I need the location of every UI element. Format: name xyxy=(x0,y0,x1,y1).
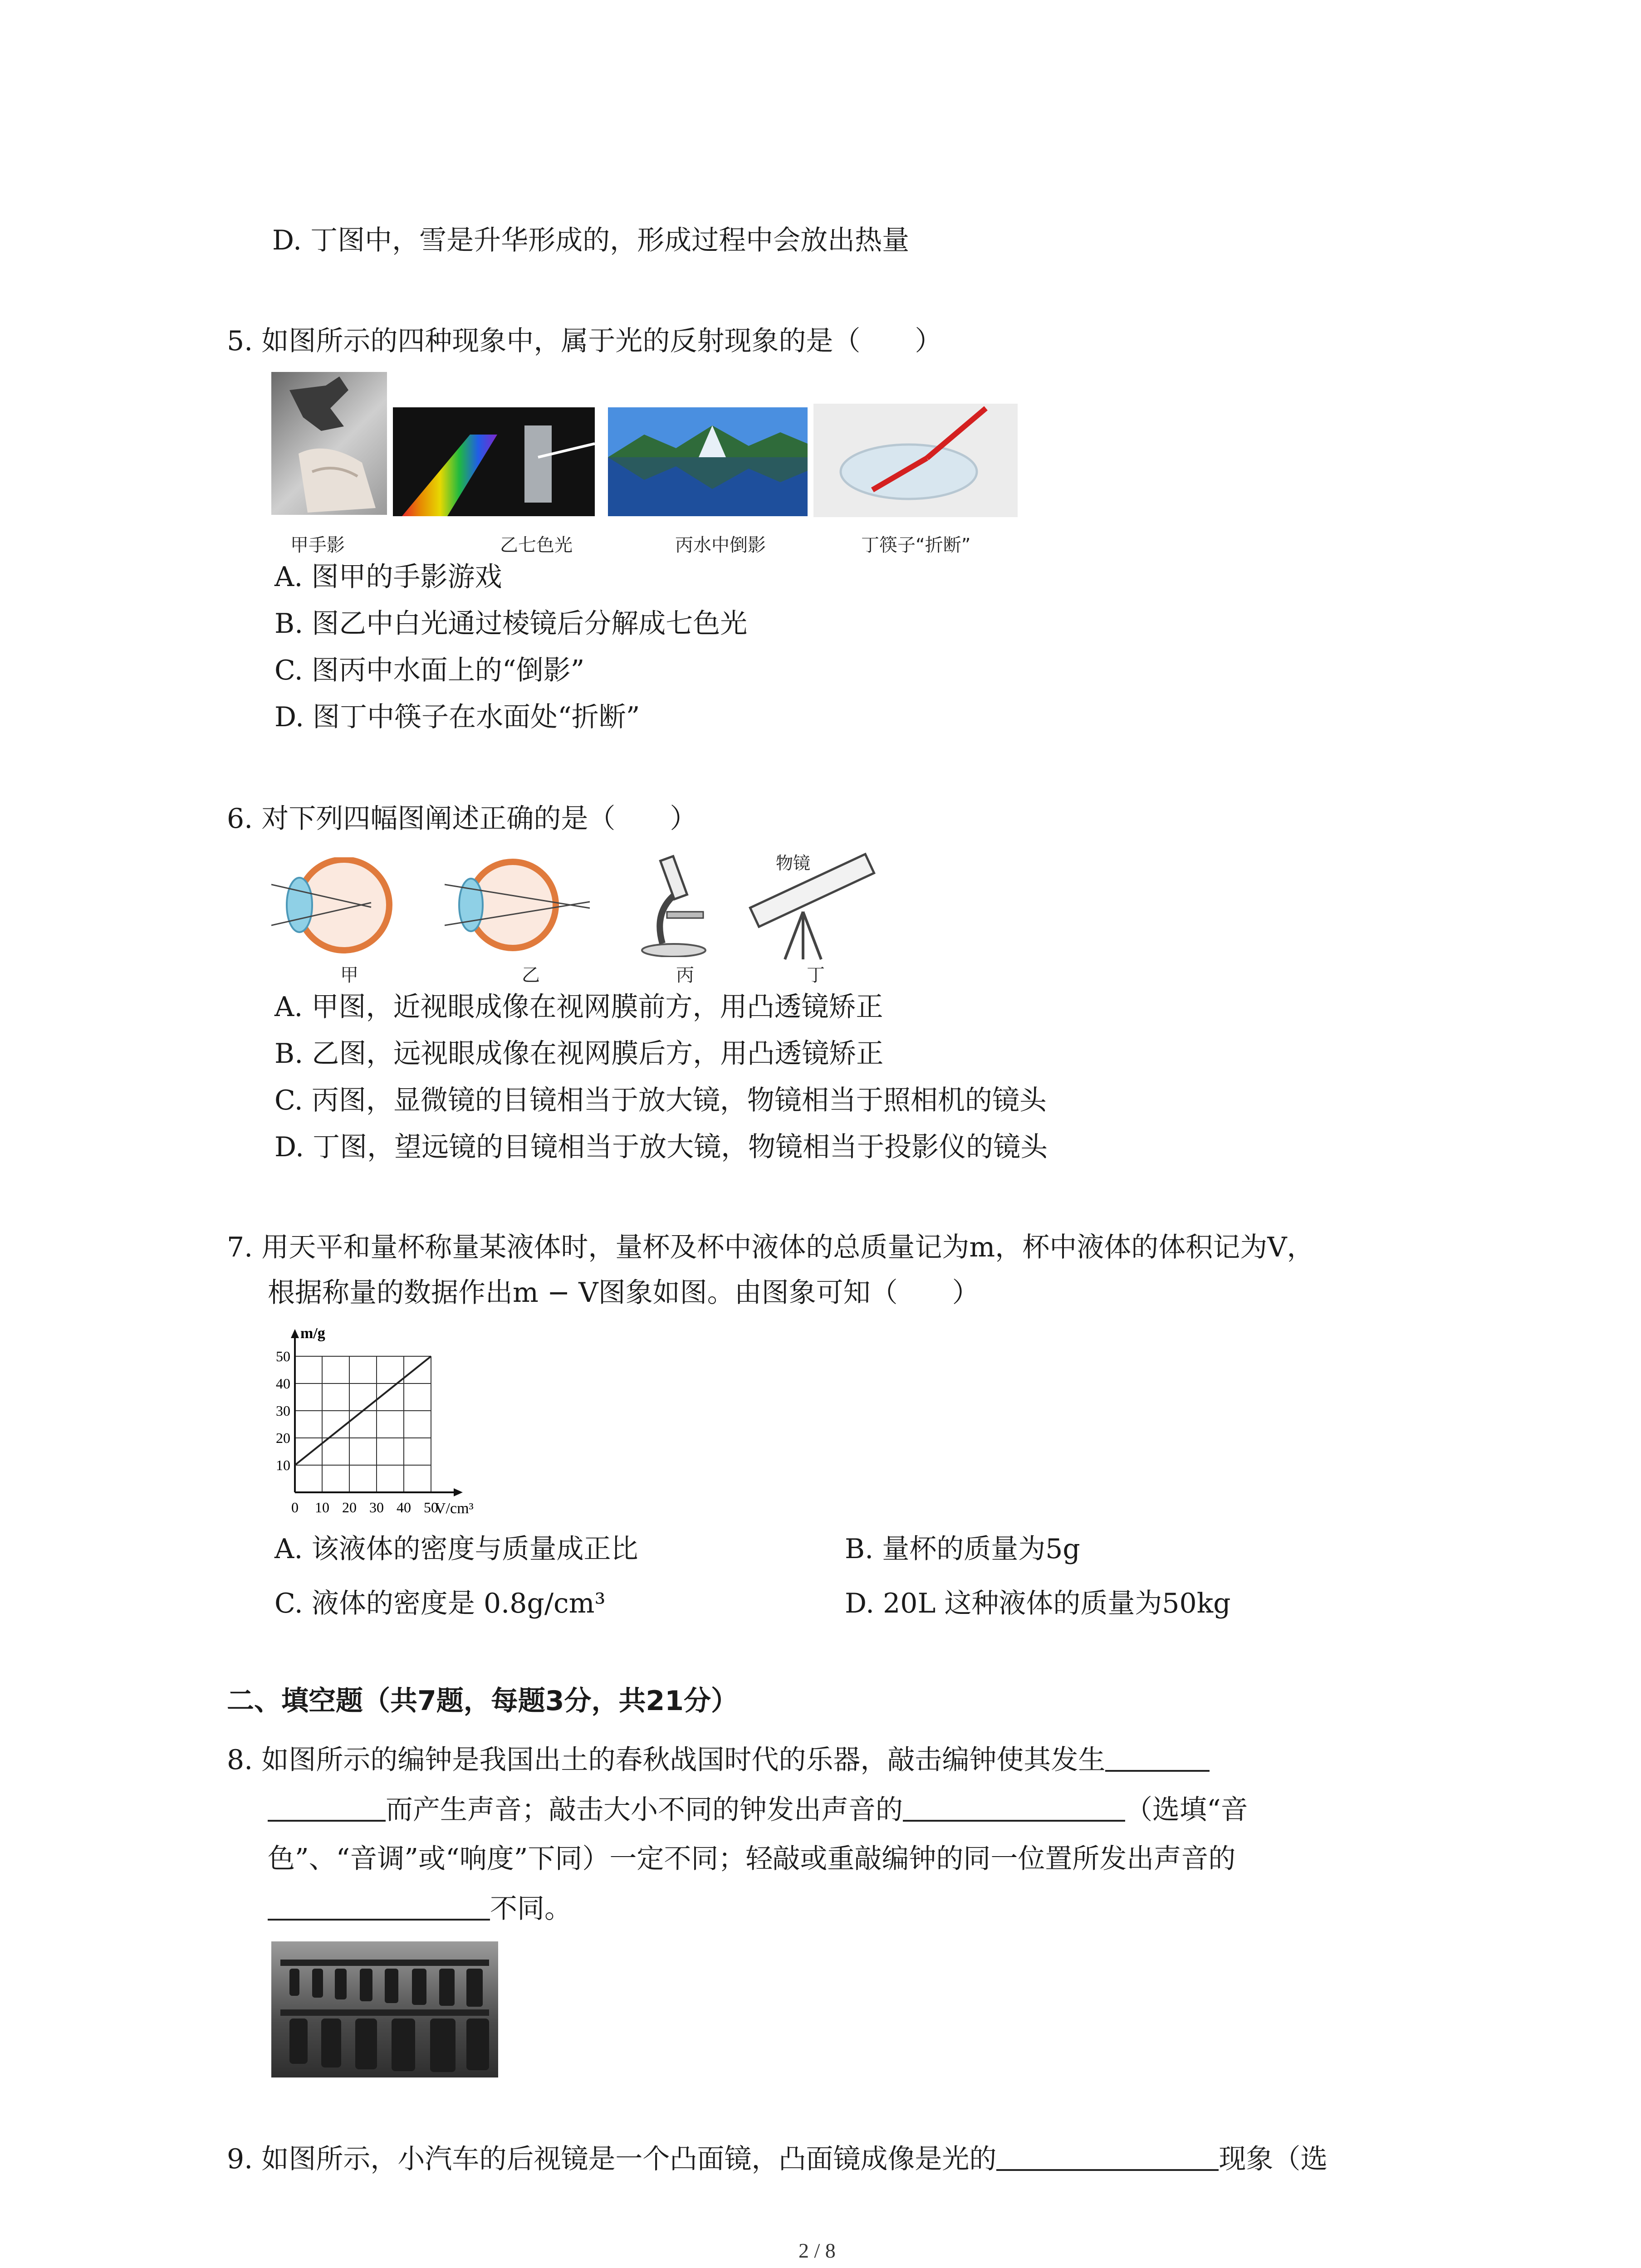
q8-line2-mid: 而产生声音；敲击大小不同的钟发出声音的 xyxy=(386,1794,903,1826)
q7-mv-chart xyxy=(254,1320,508,1520)
q5-image-reflection xyxy=(608,407,808,516)
q8-line1 xyxy=(227,1742,1210,1778)
q6-caption-d: 丁 xyxy=(807,965,825,986)
q6-caption-c: 丙 xyxy=(676,965,694,986)
q5-caption-c: 丙水中倒影 xyxy=(675,535,766,556)
y-tick-label: 30 xyxy=(276,1403,290,1419)
q5-image-hand-shadow xyxy=(271,372,387,515)
q8-blank-2[interactable] xyxy=(903,1793,1125,1822)
q6-stem: 6. 对下列四幅图阐述正确的是（ ） xyxy=(227,803,697,835)
y-tick-label: 10 xyxy=(276,1457,290,1473)
section-heading-fill-in: 二、填空题（共7题，每题3分，共21分） xyxy=(227,1685,738,1717)
q8-blank-3[interactable] xyxy=(268,1892,490,1921)
q7-option-b: B. 量杯的质量为5g xyxy=(845,1533,1080,1565)
q6-option-c: C. 丙图，显微镜的目镜相当于放大镜，物镜相当于照相机的镜头 xyxy=(274,1085,1047,1116)
q6-caption-a: 甲 xyxy=(340,965,358,986)
q5-option-c: C. 图丙中水面上的“倒影” xyxy=(274,655,585,686)
q8-line1-text: 8. 如图所示的编钟是我国出土的春秋战国时代的乐器，敲击编钟使其发生 xyxy=(227,1744,1106,1776)
q6-objective-label: 物镜 xyxy=(776,853,811,873)
x-axis-label: V/cm³ xyxy=(435,1500,474,1517)
q8-line2 xyxy=(268,1792,1248,1828)
y-tick-label: 50 xyxy=(276,1348,290,1364)
y-tick-label: 40 xyxy=(276,1375,290,1392)
q6-option-d: D. 丁图，望远镜的目镜相当于放大镜，物镜相当于投影仪的镜头 xyxy=(274,1131,1048,1163)
y-tick-label: 20 xyxy=(276,1430,290,1446)
q8-line4 xyxy=(268,1891,572,1927)
q5-option-a: A. 图甲的手影游戏 xyxy=(274,561,502,593)
mountain-reflection-illustration xyxy=(608,407,808,516)
x-tick-label: 30 xyxy=(369,1499,384,1515)
prism-illustration xyxy=(393,407,595,516)
q7-stem-line2: 根据称量的数据作出m − V图象如图。由图象可知（ ） xyxy=(268,1277,980,1309)
q7-option-d: D. 20L 这种液体的质量为50kg xyxy=(845,1588,1231,1619)
q7-option-c: C. 液体的密度是 0.8g/cm³ xyxy=(274,1588,606,1619)
x-tick-label: 50 xyxy=(424,1499,438,1515)
q8-image-bianzhong xyxy=(271,1941,498,2077)
q5-image-prism xyxy=(393,407,595,516)
x-tick-labels xyxy=(291,1499,438,1515)
x-tick-label: 10 xyxy=(315,1499,329,1515)
q6-caption-b: 乙 xyxy=(522,965,540,986)
q8-line3: 色”、“音调”或“响度”下同）一定不同；轻敲或重敲编钟的同一位置所发出声音的 xyxy=(268,1843,1236,1875)
q6-option-a: A. 甲图，近视眼成像在视网膜前方，用凸透镜矫正 xyxy=(274,991,883,1023)
q9-blank-1[interactable] xyxy=(996,2142,1219,2171)
q9-line1-text: 9. 如图所示，小汽车的后视镜是一个凸面镜，凸面镜成像是光的 xyxy=(227,2143,997,2175)
q6-option-b: B. 乙图，远视眼成像在视网膜后方，用凸透镜矫正 xyxy=(274,1038,884,1070)
chart-grid xyxy=(295,1356,431,1492)
x-tick-label: 20 xyxy=(342,1499,357,1515)
q5-option-b: B. 图乙中白光通过棱镜后分解成七色光 xyxy=(274,608,748,640)
q5-image-chopstick xyxy=(813,404,1018,517)
q5-stem: 5. 如图所示的四种现象中，属于光的反射现象的是（ ） xyxy=(227,325,942,357)
q4-option-d: D. 丁图中，雪是升华形成的，形成过程中会放出热量 xyxy=(272,225,910,256)
q7-option-a: A. 该液体的密度与质量成正比 xyxy=(274,1533,638,1565)
hand-shadow-illustration xyxy=(271,372,387,515)
y-tick-labels xyxy=(276,1348,290,1473)
q9-line1 xyxy=(227,2141,1327,2177)
y-axis-label: m/g xyxy=(300,1325,325,1342)
page-number: 2 / 8 xyxy=(798,2239,836,2262)
x-axis-arrow xyxy=(454,1488,463,1496)
q6-image-microscope xyxy=(635,848,712,957)
q5-option-d: D. 图丁中筷子在水面处“折断” xyxy=(274,701,640,733)
q8-line2-end: （选填“音 xyxy=(1125,1794,1248,1826)
q6-image-farsighted-eye xyxy=(445,857,599,957)
bianzhong-bells-illustration xyxy=(271,1941,498,2077)
q8-blank-1b[interactable] xyxy=(268,1793,386,1822)
q9-line1-end: 现象（选 xyxy=(1219,2143,1328,2175)
q6-image-nearsighted-eye xyxy=(271,857,403,957)
chopstick-in-water-illustration xyxy=(813,404,1018,517)
x-tick-label: 0 xyxy=(291,1499,299,1515)
q8-blank-1a[interactable] xyxy=(1105,1743,1210,1772)
y-axis-arrow xyxy=(291,1329,299,1338)
q8-line4-end: 不同。 xyxy=(490,1893,572,1925)
q5-caption-d: 丁筷子“折断” xyxy=(861,535,971,556)
q7-stem-line1: 7. 用天平和量杯称量某液体时，量杯及杯中液体的总质量记为m，杯中液体的体积记为V， xyxy=(227,1232,1314,1263)
q5-caption-a: 甲手影 xyxy=(290,535,345,556)
q5-caption-b: 乙七色光 xyxy=(500,535,573,556)
x-tick-label: 40 xyxy=(397,1499,411,1515)
